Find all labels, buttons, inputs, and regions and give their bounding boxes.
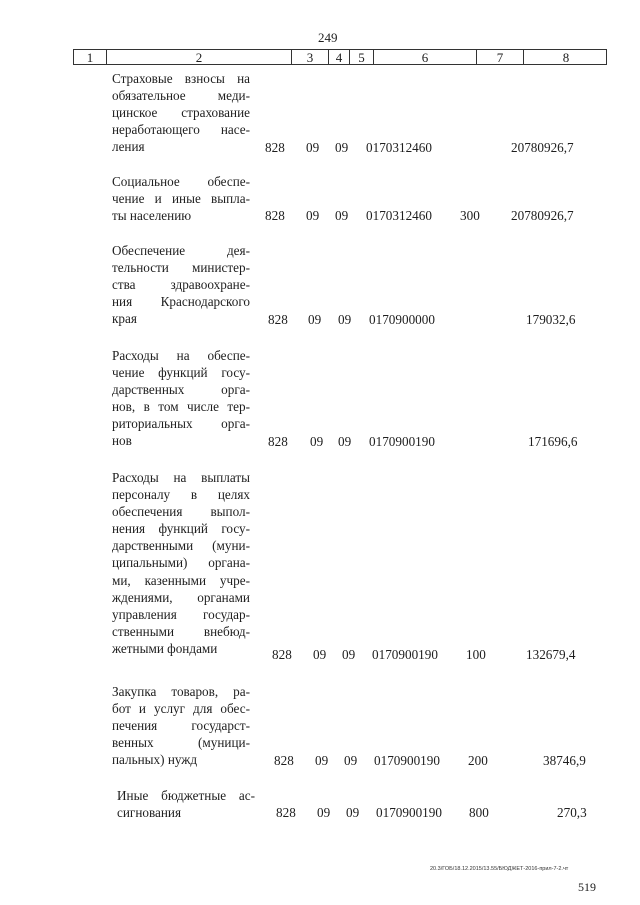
- description-line: нов, в том числе тер-: [112, 399, 250, 415]
- cell-col5: 09: [338, 434, 352, 449]
- row-description: [112, 70, 250, 155]
- description-line: сигнования: [117, 805, 182, 821]
- description-line: Страховые взносы на: [112, 71, 250, 86]
- description-line: нов: [112, 433, 132, 449]
- cell-col3: 828: [276, 805, 296, 820]
- row-description: [112, 683, 250, 768]
- cell-col5: 09: [338, 312, 352, 327]
- description-line: нения функций госу-: [112, 521, 250, 537]
- description-line: ния Краснодарского: [112, 294, 250, 310]
- cell-col5: 09: [335, 140, 349, 155]
- description-line: Социальное обеспе-: [112, 174, 250, 189]
- description-line: обязательное меди-: [112, 88, 250, 104]
- cell-col5: 09: [342, 647, 356, 662]
- cell-col3: 828: [274, 753, 294, 768]
- cell-col6: 0170312460: [366, 140, 432, 155]
- header-col-2: 2: [107, 50, 292, 64]
- page-number: 249: [318, 30, 338, 45]
- cell-col4: 09: [310, 434, 324, 449]
- description-line: ства здравоохране-: [112, 277, 250, 293]
- cell-col6: 0170900190: [376, 805, 442, 820]
- description-line: чение функций госу-: [112, 365, 250, 381]
- description-line: ты населению: [112, 208, 192, 224]
- cell-col7: 300: [460, 208, 480, 223]
- description-line: ждениями, органами: [112, 589, 250, 605]
- cell-col4: 09: [313, 647, 327, 662]
- cell-col4: 09: [306, 208, 320, 223]
- cell-col7: 100: [466, 647, 486, 662]
- description-line: обеспечения выпол-: [112, 504, 250, 520]
- cell-col6: 0170900190: [369, 434, 435, 449]
- cell-col7: 800: [469, 805, 489, 820]
- description-line: ципальными) органа-: [112, 555, 250, 571]
- description-line: Иные бюджетные ас-: [117, 788, 255, 803]
- cell-col3: 828: [268, 312, 288, 327]
- cell-col5: 09: [344, 753, 358, 768]
- cell-col8: 20780926,7: [511, 208, 574, 223]
- description-line: бот и услуг для обес-: [112, 701, 250, 717]
- description-line: края: [112, 311, 137, 327]
- header-col-4: 4: [329, 50, 350, 64]
- header-col-3: 3: [292, 50, 329, 64]
- description-line: дарственными (муни-: [112, 538, 250, 554]
- footer-document-code: 20.3/ГОБ/18.12.2015/13.55/БЮДЖЕТ-2016-прил-7-2.чт: [430, 866, 569, 872]
- description-line: дарственных орга-: [112, 382, 250, 398]
- description-line: цинское страхование: [112, 105, 250, 121]
- description-line: тельности министер-: [112, 260, 250, 276]
- cell-col8: 38746,9: [543, 753, 586, 768]
- cell-col3: 828: [265, 140, 285, 155]
- description-line: управления государ-: [112, 606, 250, 622]
- description-line: Расходы на обеспе-: [112, 348, 250, 363]
- cell-col7: 200: [468, 753, 488, 768]
- description-line: печения государст-: [112, 718, 250, 734]
- row-description: [112, 347, 250, 450]
- row-description: [112, 469, 250, 657]
- cell-col4: 09: [308, 312, 322, 327]
- footer-page-number: 519: [578, 880, 596, 894]
- description-line: пальных) нужд: [112, 752, 198, 768]
- description-line: риториальных орга-: [112, 416, 250, 432]
- cell-col3: 828: [265, 208, 285, 223]
- row-description: [112, 242, 250, 327]
- description-line: венных (муници-: [112, 735, 250, 751]
- cell-col6: 0170900190: [372, 647, 438, 662]
- cell-col6: 0170312460: [366, 208, 432, 223]
- header-col-7: 7: [477, 50, 524, 64]
- cell-col8: 20780926,7: [511, 140, 574, 155]
- description-line: персоналу в целях: [112, 487, 250, 503]
- table-header-row: [73, 49, 607, 65]
- description-line: неработающего насе-: [112, 122, 250, 138]
- description-line: ми, казенными учре-: [112, 572, 250, 588]
- description-line: Обеспечение дея-: [112, 243, 250, 258]
- cell-col3: 828: [272, 647, 292, 662]
- cell-col8: 179032,6: [526, 312, 576, 327]
- header-col-5: 5: [350, 50, 374, 64]
- header-col-8: 8: [562, 49, 570, 65]
- cell-col4: 09: [317, 805, 331, 820]
- cell-col5: 09: [346, 805, 360, 820]
- description-line: ственными внебюд-: [112, 623, 250, 639]
- cell-col3: 828: [268, 434, 288, 449]
- row-description: [117, 787, 255, 821]
- cell-col8: 270,3: [557, 805, 587, 820]
- cell-col6: 0170900000: [369, 312, 435, 327]
- description-line: жетными фондами: [112, 640, 218, 656]
- description-line: Расходы на выплаты: [112, 470, 250, 485]
- header-col-1: 1: [74, 50, 107, 64]
- cell-col8: 132679,4: [526, 647, 576, 662]
- cell-col8: 171696,6: [528, 434, 578, 449]
- cell-col6: 0170900190: [374, 753, 440, 768]
- description-line: чение и иные выпла-: [112, 191, 250, 207]
- header-col-6: 6: [374, 50, 477, 64]
- cell-col4: 09: [306, 140, 320, 155]
- cell-col4: 09: [315, 753, 329, 768]
- cell-col5: 09: [335, 208, 349, 223]
- description-line: ления: [112, 139, 145, 155]
- description-line: Закупка товаров, ра-: [112, 684, 250, 699]
- row-description: [112, 173, 250, 224]
